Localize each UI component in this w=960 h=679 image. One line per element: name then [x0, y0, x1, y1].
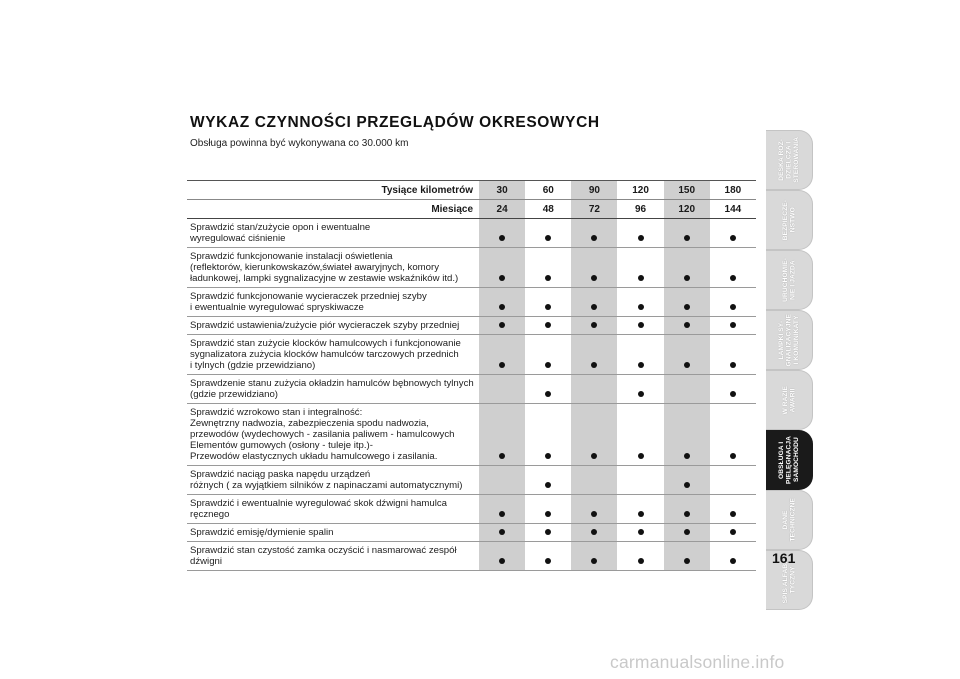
- task-line: Sprawdzić stan zużycie klocków hamulcowych i funkcjonowanie: [190, 338, 461, 349]
- interval-cell: [710, 375, 756, 404]
- check-dot-icon: [499, 453, 505, 459]
- interval-cell: [710, 219, 756, 248]
- interval-cell: [525, 542, 571, 571]
- check-dot-icon: [730, 235, 736, 241]
- check-dot-icon: [591, 529, 597, 535]
- check-dot-icon: [730, 558, 736, 564]
- interval-cell: [525, 404, 571, 466]
- check-dot-icon: [545, 482, 551, 488]
- maintenance-schedule-table: [187, 180, 756, 571]
- interval-cell: [479, 495, 525, 524]
- km-value: 30: [479, 181, 525, 200]
- task-description: [187, 248, 479, 288]
- months-value: 48: [525, 200, 571, 219]
- task-line: (reflektorów, kierunkowskazów,świateł awaryjnych, komory: [190, 262, 439, 273]
- interval-cell: [479, 524, 525, 542]
- check-dot-icon: [684, 322, 690, 328]
- check-dot-icon: [638, 304, 644, 310]
- table-row: [187, 524, 756, 542]
- interval-cell: [479, 542, 525, 571]
- task-line: (gdzie przewidziano): [190, 389, 278, 400]
- check-dot-icon: [684, 511, 690, 517]
- page-number: 161: [772, 550, 796, 566]
- check-dot-icon: [591, 275, 597, 281]
- interval-cell: [525, 219, 571, 248]
- check-dot-icon: [545, 558, 551, 564]
- interval-cell: [710, 317, 756, 335]
- interval-cell: [617, 317, 663, 335]
- task-line: Zewnętrzny nadwozia, zabezpieczenia spodu nadwozia,: [190, 418, 429, 429]
- task-description: [187, 317, 479, 335]
- check-dot-icon: [545, 304, 551, 310]
- check-dot-icon: [545, 362, 551, 368]
- maintenance-table: [187, 180, 756, 571]
- months-value: 96: [617, 200, 663, 219]
- check-dot-icon: [684, 362, 690, 368]
- task-line: ładunkowej, lampki sygnalizacyjne w zestawie wskaźników itd.): [190, 273, 459, 284]
- chapter-tab[interactable]: [766, 370, 813, 430]
- check-dot-icon: [545, 235, 551, 241]
- task-line: Sprawdzić stan/zużycie opon i ewentualne: [190, 222, 371, 233]
- task-line: wyregulować ciśnienie: [190, 233, 286, 244]
- check-dot-icon: [499, 511, 505, 517]
- check-dot-icon: [545, 529, 551, 535]
- interval-cell: [664, 542, 710, 571]
- chapter-tab-label: SPIS ALFABE- TYCZNY: [781, 556, 796, 604]
- page-subtitle: Obsługa powinna być wykonywana co 30.000 km: [190, 138, 409, 149]
- task-line: Sprawdzić funkcjonowanie wycieraczek przedniej szyby: [190, 291, 427, 302]
- chapter-tab-label: DESKA ROZ- DZIELCZA I STEROWANIA: [777, 137, 800, 183]
- check-dot-icon: [591, 362, 597, 368]
- interval-cell: [479, 335, 525, 375]
- check-dot-icon: [730, 453, 736, 459]
- km-value: 180: [710, 181, 756, 200]
- task-line: sygnalizatora zużycia klocków hamulców tarczowych przednich: [190, 349, 459, 360]
- check-dot-icon: [638, 558, 644, 564]
- check-dot-icon: [499, 558, 505, 564]
- interval-cell: [479, 248, 525, 288]
- task-line: przewodów (wydechowych - zasilania paliwem - hamulcowych: [190, 429, 455, 440]
- interval-cell: [664, 495, 710, 524]
- chapter-tab-label: BEZPIECZE- ŃSTWO: [781, 199, 796, 241]
- interval-cell: [525, 288, 571, 317]
- task-line: Sprawdzić funkcjonowanie instalacji oświetlenia: [190, 251, 393, 262]
- interval-cell: [664, 317, 710, 335]
- months-value: 24: [479, 200, 525, 219]
- km-value: 90: [571, 181, 617, 200]
- header-row-km: [187, 181, 756, 200]
- interval-cell: [525, 317, 571, 335]
- interval-cell: [479, 317, 525, 335]
- check-dot-icon: [638, 391, 644, 397]
- interval-cell: [571, 495, 617, 524]
- table-row: [187, 335, 756, 375]
- months-value: 120: [664, 200, 710, 219]
- months-value: 72: [571, 200, 617, 219]
- interval-cell: [617, 219, 663, 248]
- chapter-tab[interactable]: [766, 250, 813, 310]
- check-dot-icon: [638, 362, 644, 368]
- task-line: Sprawdzenie stanu zużycia okładzin hamulców bębnowych tylnych: [190, 378, 474, 389]
- interval-cell: [617, 466, 663, 495]
- interval-cell: [710, 495, 756, 524]
- task-line: Sprawdzić i ewentualnie wyregulować skok dźwigni hamulca ręcznego: [190, 498, 448, 520]
- interval-cell: [571, 219, 617, 248]
- interval-cell: [479, 404, 525, 466]
- task-description: [187, 542, 479, 571]
- task-description: [187, 495, 479, 524]
- check-dot-icon: [591, 235, 597, 241]
- interval-cell: [617, 248, 663, 288]
- interval-cell: [710, 288, 756, 317]
- task-line: Sprawdzić emisję/dymienie spalin: [190, 527, 334, 538]
- interval-cell: [525, 495, 571, 524]
- interval-cell: [710, 542, 756, 571]
- interval-cell: [617, 335, 663, 375]
- task-line: różnych ( za wyjątkiem silników z napinaczami automatycznymi): [190, 480, 463, 491]
- watermark: carmanualsonline.info: [610, 652, 785, 672]
- interval-cell: [571, 335, 617, 375]
- check-dot-icon: [545, 511, 551, 517]
- chapter-tab-label: W RAZIE AWARII: [781, 385, 796, 415]
- check-dot-icon: [638, 529, 644, 535]
- task-line: Sprawdzić stan czystość zamka oczyścić i nasmarować zespół dźwigni: [190, 545, 457, 567]
- check-dot-icon: [591, 453, 597, 459]
- km-value: 60: [525, 181, 571, 200]
- interval-cell: [617, 524, 663, 542]
- check-dot-icon: [638, 235, 644, 241]
- interval-cell: [617, 404, 663, 466]
- interval-cell: [525, 524, 571, 542]
- check-dot-icon: [684, 482, 690, 488]
- chapter-tab-label: URUCHOMIE- NIE I JAZDA: [781, 258, 796, 302]
- check-dot-icon: [545, 453, 551, 459]
- interval-cell: [525, 335, 571, 375]
- km-label: Tysiące kilometrów: [187, 181, 479, 200]
- task-line: Elementów gumowych (osłony - tuleje itp.)-: [190, 440, 373, 451]
- task-line: Sprawdzić naciąg paska napędu urządzeń: [190, 469, 371, 480]
- task-description: [187, 375, 479, 404]
- check-dot-icon: [545, 275, 551, 281]
- check-dot-icon: [684, 275, 690, 281]
- table-row: [187, 375, 756, 404]
- table-row: [187, 219, 756, 248]
- check-dot-icon: [638, 275, 644, 281]
- interval-cell: [664, 335, 710, 375]
- km-value: 120: [617, 181, 663, 200]
- interval-cell: [664, 466, 710, 495]
- table-body: [187, 219, 756, 571]
- check-dot-icon: [684, 304, 690, 310]
- interval-cell: [571, 466, 617, 495]
- interval-cell: [571, 375, 617, 404]
- check-dot-icon: [730, 511, 736, 517]
- interval-cell: [617, 495, 663, 524]
- check-dot-icon: [591, 511, 597, 517]
- table-row: [187, 466, 756, 495]
- interval-cell: [525, 375, 571, 404]
- check-dot-icon: [545, 322, 551, 328]
- check-dot-icon: [730, 275, 736, 281]
- check-dot-icon: [638, 453, 644, 459]
- interval-cell: [664, 404, 710, 466]
- interval-cell: [617, 542, 663, 571]
- check-dot-icon: [499, 362, 505, 368]
- check-dot-icon: [730, 391, 736, 397]
- interval-cell: [479, 466, 525, 495]
- check-dot-icon: [499, 275, 505, 281]
- interval-cell: [664, 288, 710, 317]
- interval-cell: [571, 542, 617, 571]
- check-dot-icon: [684, 453, 690, 459]
- check-dot-icon: [684, 235, 690, 241]
- interval-cell: [617, 375, 663, 404]
- task-line: Sprawdzić wzrokowo stan i integralność:: [190, 407, 363, 418]
- check-dot-icon: [591, 304, 597, 310]
- interval-cell: [710, 248, 756, 288]
- chapter-tab-label: DANE TECHNICZNE: [781, 498, 796, 542]
- chapter-tab[interactable]: [766, 130, 813, 190]
- table-row: [187, 542, 756, 571]
- chapter-tab[interactable]: [766, 310, 813, 370]
- check-dot-icon: [499, 304, 505, 310]
- months-label: Miesiące: [187, 200, 479, 219]
- task-line: Sprawdzić ustawienia/zużycie piór wycieraczek szyby przedniej: [190, 320, 460, 331]
- table-row: [187, 317, 756, 335]
- check-dot-icon: [730, 362, 736, 368]
- check-dot-icon: [591, 322, 597, 328]
- check-dot-icon: [591, 558, 597, 564]
- interval-cell: [525, 466, 571, 495]
- interval-cell: [571, 404, 617, 466]
- task-description: [187, 335, 479, 375]
- chapter-tab[interactable]: [766, 430, 813, 490]
- check-dot-icon: [730, 322, 736, 328]
- table-row: [187, 495, 756, 524]
- interval-cell: [710, 524, 756, 542]
- interval-cell: [571, 248, 617, 288]
- interval-cell: [710, 466, 756, 495]
- chapter-tab-label: LAMPKI SY- GNALIZACYJNE I KOMUNIKATY: [777, 313, 800, 367]
- task-line: Przewodów elastycznych układu hamulcowego i zasilania.: [190, 451, 438, 462]
- chapter-tab[interactable]: [766, 190, 813, 250]
- interval-cell: [571, 317, 617, 335]
- check-dot-icon: [545, 391, 551, 397]
- interval-cell: [571, 288, 617, 317]
- interval-cell: [479, 288, 525, 317]
- km-value: 150: [664, 181, 710, 200]
- interval-cell: [479, 375, 525, 404]
- interval-cell: [479, 219, 525, 248]
- check-dot-icon: [499, 529, 505, 535]
- check-dot-icon: [638, 322, 644, 328]
- interval-cell: [617, 288, 663, 317]
- table-row: [187, 404, 756, 466]
- task-description: [187, 219, 479, 248]
- check-dot-icon: [730, 304, 736, 310]
- task-line: i tylnych (gdzie przewidziano): [190, 360, 316, 371]
- table-row: [187, 288, 756, 317]
- page-title: WYKAZ CZYNNOŚCI PRZEGLĄDÓW OKRESOWYCH: [190, 114, 600, 131]
- interval-cell: [571, 524, 617, 542]
- task-description: [187, 466, 479, 495]
- task-description: [187, 288, 479, 317]
- check-dot-icon: [638, 511, 644, 517]
- chapter-tab[interactable]: [766, 490, 813, 550]
- months-value: 144: [710, 200, 756, 219]
- task-description: [187, 524, 479, 542]
- interval-cell: [710, 335, 756, 375]
- check-dot-icon: [499, 235, 505, 241]
- interval-cell: [664, 219, 710, 248]
- interval-cell: [525, 248, 571, 288]
- task-line: i ewentualnie wyregulować spryskiwacze: [190, 302, 364, 313]
- check-dot-icon: [730, 529, 736, 535]
- interval-cell: [710, 404, 756, 466]
- chapter-tab-label: OBSŁUGA I PIELĘGNACJA SAMOCHODU: [777, 436, 800, 484]
- table-row: [187, 248, 756, 288]
- interval-cell: [664, 524, 710, 542]
- interval-cell: [664, 375, 710, 404]
- check-dot-icon: [684, 529, 690, 535]
- check-dot-icon: [499, 322, 505, 328]
- check-dot-icon: [684, 558, 690, 564]
- header-row-months: [187, 200, 756, 219]
- task-description: [187, 404, 479, 466]
- interval-cell: [664, 248, 710, 288]
